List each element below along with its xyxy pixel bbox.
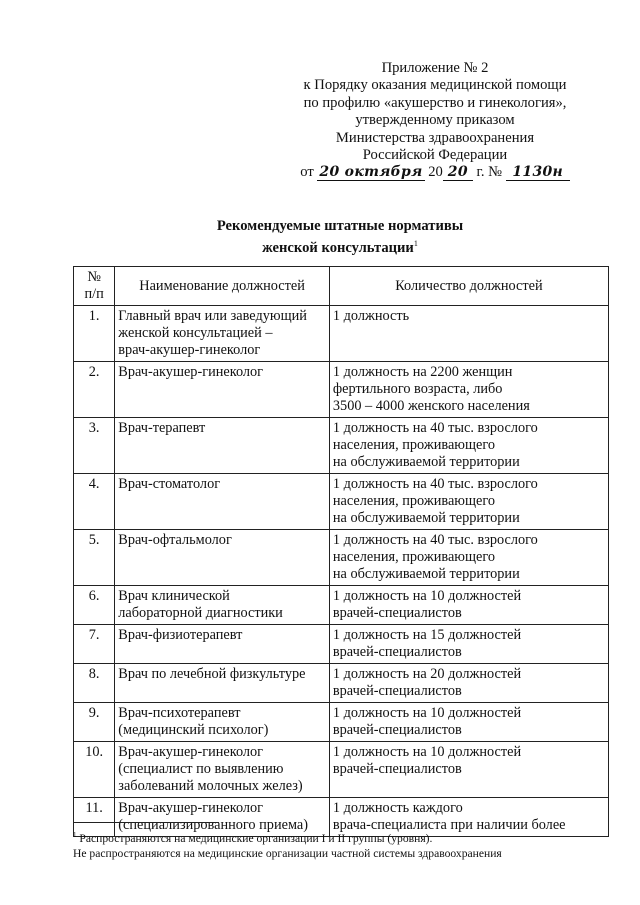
document-title [150, 217, 530, 257]
footnote-divider [73, 822, 219, 823]
footnote-mark: 1 [73, 831, 77, 839]
appendix-line-5: Министерства здравоохранения [335, 129, 535, 146]
table-row [74, 586, 609, 625]
row-name: Врач-офтальмолог [115, 530, 330, 586]
staffing-table [73, 266, 609, 837]
title-line-2-text: женской консультации [262, 239, 414, 256]
footnote-line-2: Не распространяются на медицинские организации частной системы здравоохранения [73, 847, 502, 861]
appendix-line-2: к Порядку оказания медицинской помощи [303, 77, 567, 94]
table-row [74, 742, 609, 798]
appendix-header [270, 60, 600, 182]
table-header-row [74, 267, 609, 306]
footnote-text-1: Распространяются на медицинские организации I и II группы (уровня). [79, 831, 433, 845]
table-row [74, 625, 609, 664]
row-num: 7. [74, 625, 115, 664]
year-suffix: г. № [476, 164, 503, 181]
row-qty: 1 должность на 40 тыс. взрослого населения, проживающего на обслуживаемой территории [329, 418, 608, 474]
table-row [74, 703, 609, 742]
handwritten-date: 20 октября [319, 164, 423, 181]
footnote [73, 828, 613, 862]
row-name: Врач-психотерапевт (медицинский психолог) [115, 703, 330, 742]
row-name: Главный врач или заведующий женской консультацией – врач-акушер-гинеколог [115, 306, 330, 362]
order-date-line [270, 164, 600, 181]
table-row [74, 664, 609, 703]
table-row [74, 306, 609, 362]
footnote-line-1 [73, 828, 613, 846]
row-num: 10. [74, 742, 115, 798]
row-num: 1. [74, 306, 115, 362]
row-qty: 1 должность на 10 должностей врачей-специалистов [329, 742, 608, 798]
appendix-line-1: Приложение № 2 [381, 60, 489, 76]
row-num: 2. [74, 362, 115, 418]
row-qty: 1 должность на 10 должностей врачей-специалистов [329, 703, 608, 742]
row-qty: 1 должность на 40 тыс. взрослого населения, проживающего на обслуживаемой территории [329, 530, 608, 586]
handwritten-year: 20 [443, 165, 473, 181]
row-qty: 1 должность на 20 должностей врачей-специалистов [329, 664, 608, 703]
row-qty: 1 должность на 2200 женщин фертильного возраста, либо 3500 – 4000 женского населения [329, 362, 608, 418]
row-qty: 1 должность на 15 должностей врачей-специалистов [329, 625, 608, 664]
row-qty: 1 должность каждого врача-специалиста при наличии более [329, 798, 608, 837]
row-name: Врач-акушер-гинеколог (специализированного приема) [115, 798, 330, 837]
row-qty: 1 должность [329, 306, 608, 362]
row-name: Врач-акушер-гинеколог (специалист по выявлению заболеваний молочных желез) [115, 742, 330, 798]
date-prefix: от [300, 164, 314, 181]
title-line-2 [150, 235, 530, 257]
row-qty: 1 должность на 40 тыс. взрослого населения, проживающего на обслуживаемой территории [329, 474, 608, 530]
row-name: Врач-стоматолог [115, 474, 330, 530]
handwritten-order-number: 1130н [506, 165, 570, 181]
table-row [74, 362, 609, 418]
table-row [74, 418, 609, 474]
title-footnote-mark: 1 [413, 239, 418, 248]
title-line-1: Рекомендуемые штатные нормативы [216, 218, 464, 234]
row-name: Врач-акушер-гинеколог [115, 362, 330, 418]
header-num: № п/п [74, 267, 115, 306]
row-num: 11. [74, 798, 115, 837]
table-row [74, 530, 609, 586]
row-num: 5. [74, 530, 115, 586]
appendix-line-4: утвержденному приказом [355, 112, 515, 129]
row-num: 3. [74, 418, 115, 474]
row-qty: 1 должность на 10 должностей врачей-специалистов [329, 586, 608, 625]
header-name: Наименование должностей [115, 267, 330, 306]
header-qty: Количество должностей [329, 267, 608, 306]
row-num: 9. [74, 703, 115, 742]
appendix-line-3: по профилю «акушерство и гинекология», [303, 94, 567, 111]
row-name: Врач-терапевт [115, 418, 330, 474]
appendix-line-6: Российской Федерации [362, 147, 508, 164]
row-num: 8. [74, 664, 115, 703]
row-name: Врач клинической лабораторной диагностики [115, 586, 330, 625]
row-num: 4. [74, 474, 115, 530]
row-name: Врач по лечебной физкультуре [115, 664, 330, 703]
table-row [74, 474, 609, 530]
row-name: Врач-физиотерапевт [115, 625, 330, 664]
year-prefix: 20 [428, 164, 443, 181]
row-num: 6. [74, 586, 115, 625]
